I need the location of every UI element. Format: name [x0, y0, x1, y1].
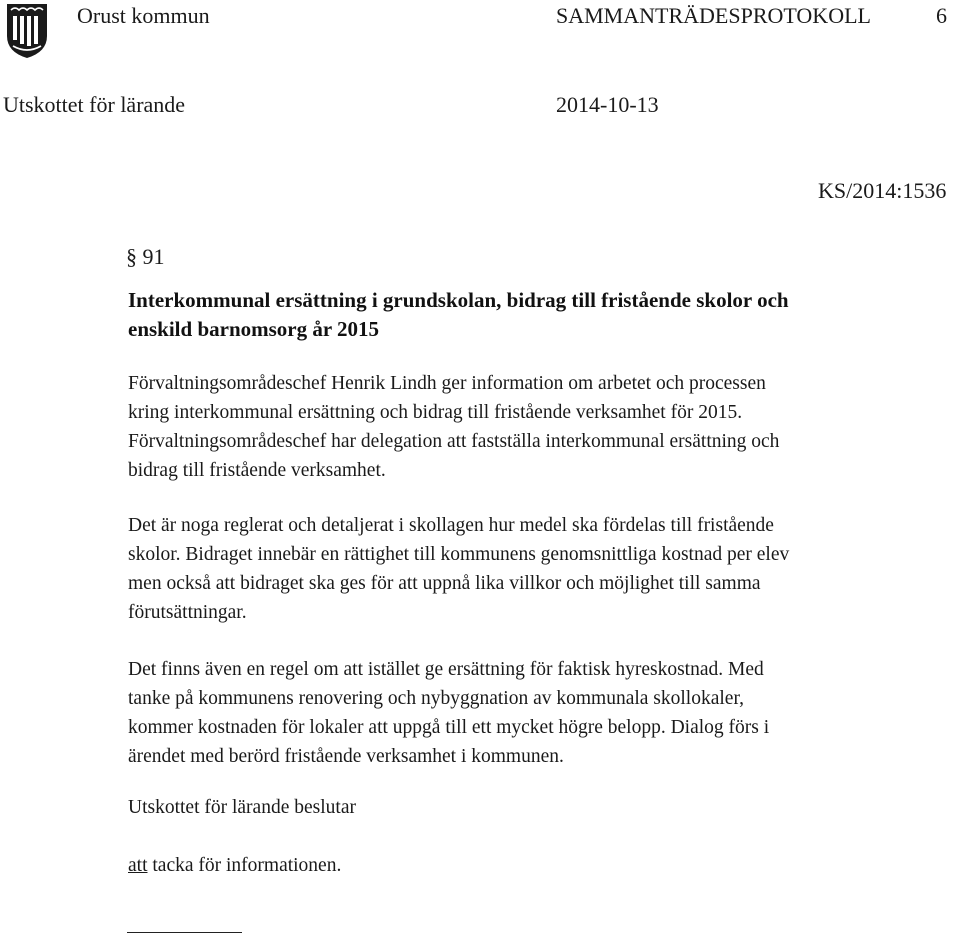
section-number: 91 — [142, 244, 165, 269]
paragraph-regulation — [128, 511, 958, 627]
section-heading — [126, 244, 165, 270]
title-line: enskild barnomsorg år 2015 — [128, 317, 380, 341]
paragraph-line: kring interkommunal ersättning och bidrag till fristående verksamhet för 2015. — [128, 402, 743, 423]
paragraph-line: Det finns även en regel om att istället ge ersättning för faktisk hyreskostnad. Med — [128, 659, 764, 680]
decision-att-keyword: att — [128, 855, 148, 876]
paragraph-line: Förvaltningsområdeschef har delegation att fastställa interkommunal ersättning och — [128, 431, 780, 452]
paragraph-rent-rule — [128, 655, 958, 771]
title-line: Interkommunal ersättning i grundskolan, bidrag till fristående skolor och — [128, 288, 789, 312]
section-symbol: § — [126, 244, 137, 269]
paragraph-information — [128, 369, 958, 485]
paragraph-line: men också att bidraget ska ges för att uppnå lika villkor och möjlighet till samma — [128, 573, 761, 594]
paragraph-line: kommer kostnaden för lokaler att uppgå till ett mycket högre belopp. Dialog förs i — [128, 717, 770, 738]
paragraph-line: förutsättningar. — [128, 602, 247, 623]
signature-line — [127, 932, 242, 933]
municipality-name: Orust kommun — [77, 3, 210, 28]
paragraph-line: skolor. Bidraget innebär en rättighet till kommunens genomsnittliga kostnad per elev — [128, 544, 790, 565]
section-title — [128, 286, 958, 344]
document-type: SAMMANTRÄDESPROTOKOLL — [556, 3, 871, 28]
decision-body: tacka för informationen. — [152, 855, 342, 876]
paragraph-line: Det är noga reglerat och detaljerat i skollagen hur medel ska fördelas till fristående — [128, 515, 774, 536]
paragraph-line: bidrag till fristående verksamhet. — [128, 460, 386, 481]
decision-heading: Utskottet för lärande beslutar — [128, 797, 356, 818]
committee-name: Utskottet för lärande — [3, 92, 186, 117]
orust-coat-of-arms-logo — [5, 2, 49, 60]
decision-text — [128, 855, 341, 877]
paragraph-line: tanke på kommunens renovering och nybyggnation av kommunala skollokaler, — [128, 688, 745, 709]
paragraph-line: ärendet med berörd fristående verksamhet i kommunen. — [128, 746, 564, 767]
case-number: KS/2014:1536 — [818, 178, 947, 203]
paragraph-line: Förvaltningsområdeschef Henrik Lindh ger information om arbetet och processen — [128, 373, 766, 394]
meeting-date: 2014-10-13 — [556, 92, 659, 117]
page-number: 6 — [936, 3, 947, 28]
